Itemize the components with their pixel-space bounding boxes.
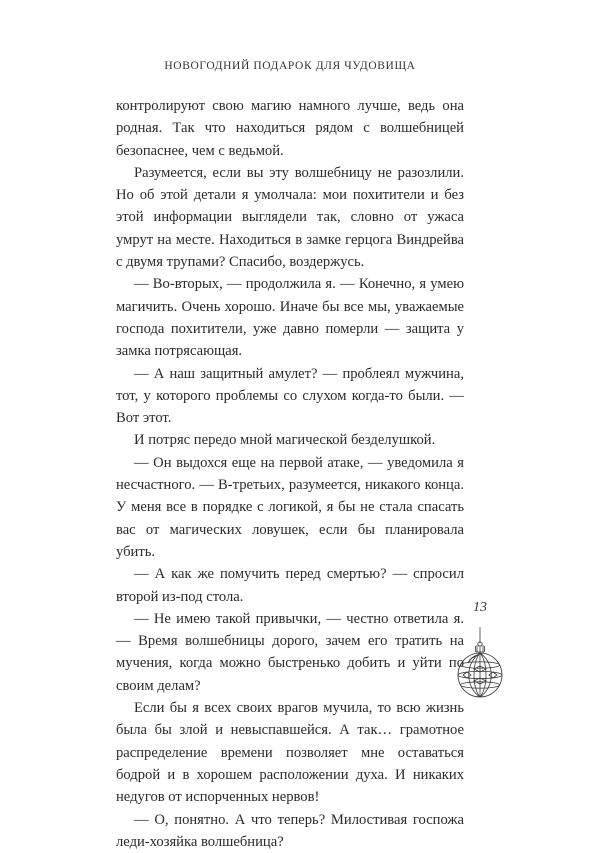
paragraph: И потряс передо мной магической безделушкой.: [116, 429, 464, 451]
body-text: [116, 95, 464, 853]
christmas-bauble-icon: [454, 627, 506, 703]
paragraph: контролируют свою магию намного лучше, ведь она родная. Так что находиться рядом с волшебницей безопаснее, чем с ведьмой.: [116, 95, 464, 162]
paragraph: — О, понятно. А что теперь? Милостивая госпожа леди-хозяйка волшебница?: [116, 809, 464, 853]
paragraph: Разумеется, если вы эту волшебницу не разозлили. Но об этой детали я умолчала: мои похитители и без этой информации выглядели так, словно от ужаса умрут на месте. Находиться в замке герцога Виндрейва с двумя трупами? Спасибо, воздержусь.: [116, 162, 464, 273]
paragraph: — Он выдохся еще на первой атаке, — уведомила я несчастного. — В-третьих, разумеется, никакого конца. У меня все в порядке с логикой, я бы не стала спасать вас от магических ловушек, если бы планировала убить.: [116, 452, 464, 563]
page-number: 13: [464, 600, 496, 616]
paragraph: — Во-вторых, — продолжила я. — Конечно, я умею магичить. Очень хорошо. Иначе бы все мы, уважаемые господа похитители, уже давно померли — защита у замка потрясающая.: [116, 273, 464, 362]
paragraph: — А наш защитный амулет? — проблеял мужчина, тот, у которого проблемы со слухом когда-то были. — Вот этот.: [116, 363, 464, 430]
paragraph: — Не имею такой привычки, — честно ответила я. — Время волшебницы дорого, зачем его тратить на мучения, когда можно быстренько добить и уйти по своим делам?: [116, 608, 464, 697]
paragraph: Если бы я всех своих врагов мучила, то всю жизнь была бы злой и невыспавшейся. А так… грамотное распределение времени позволяет мне оставаться бодрой и в хорошем расположении духа. И никаких недугов от испорченных нервов!: [116, 697, 464, 808]
paragraph: — А как же помучить перед смертью? — спросил второй из-под стола.: [116, 563, 464, 608]
running-head: НОВОГОДНИЙ ПОДАРОК ДЛЯ ЧУДОВИЩА: [116, 60, 464, 72]
